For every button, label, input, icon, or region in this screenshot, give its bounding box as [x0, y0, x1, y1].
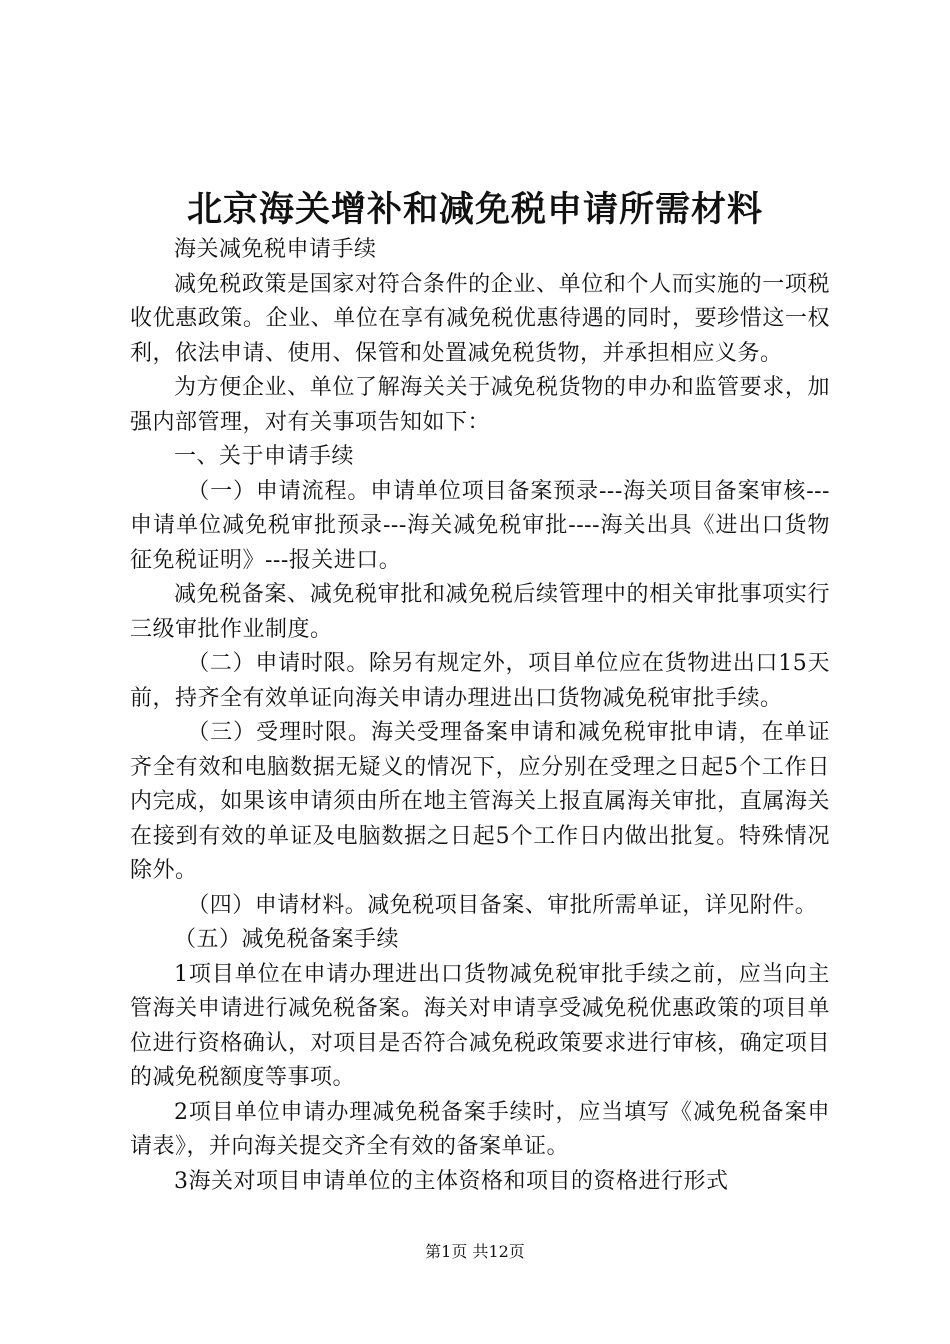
paragraph: 减免税政策是国家对符合条件的企业、单位和个人而实施的一项税收优惠政策。企业、单位在享有减免税优惠待遇的同时，要珍惜这一权利，依法申请、使用、保管和处置减免税货物，并承担相应义务。 — [130, 271, 830, 366]
paragraph: （三）受理时限。海关受理备案申请和减免税审批申请，在单证齐全有效和电脑数据无疑义的情况下，应分别在受理之日起5个工作日内完成，如果该申请须由所在地主管海关上报直属海关审批，直属海关在接到有效的单证及电脑数据之日起5个工作日内做出批复。特殊情况除外。 — [130, 720, 830, 883]
paragraph: 1项目单位在申请办理进出口货物减免税审批手续之前，应当向主管海关申请进行减免税备案。海关对申请享受减免税优惠政策的项目单位进行资格确认，对项目是否符合减免税政策要求进行审核，确定项目的减免税额度等事项。 — [130, 961, 830, 1090]
paragraph: （一）申请流程。申请单位项目备案预录---海关项目备案审核---申请单位减免税审批预录---海关减免税审批----海关出具《进出口货物征免税证明》---报关进口。 — [130, 478, 830, 573]
paragraph: （二）申请时限。除另有规定外，项目单位应在货物进出口15天前，持齐全有效单证向海关申请办理进出口货物减免税审批手续。 — [130, 651, 830, 711]
page-number-footer: 第1页 共12页 — [425, 1242, 525, 1261]
paragraph: （四）申请材料。减免税项目备案、审批所需单证，详见附件。 — [187, 892, 818, 918]
paragraph: 2项目单位申请办理减免税备案手续时，应当填写《减免税备案申请表》，并向海关提交齐全有效的备案单证。 — [130, 1099, 830, 1159]
paragraph: （五）减免税备案手续 — [174, 927, 400, 952]
paragraph: 3海关对项目申请单位的主体资格和项目的资格进行形式 — [174, 1168, 729, 1194]
document-title: 北京海关增补和减免税申请所需材料 — [186, 190, 763, 230]
paragraph: 为方便企业、单位了解海关关于减免税货物的申办和监管要求，加强内部管理，对有关事项告知如下： — [130, 375, 830, 435]
paragraph: 减免税备案、减免税审批和减免税后续管理中的相关审批事项实行三级审批作业制度。 — [130, 582, 830, 642]
paragraph: 一、关于申请手续 — [174, 444, 355, 469]
paragraph: 海关减免税申请手续 — [174, 237, 377, 262]
document-body — [130, 233, 830, 1199]
